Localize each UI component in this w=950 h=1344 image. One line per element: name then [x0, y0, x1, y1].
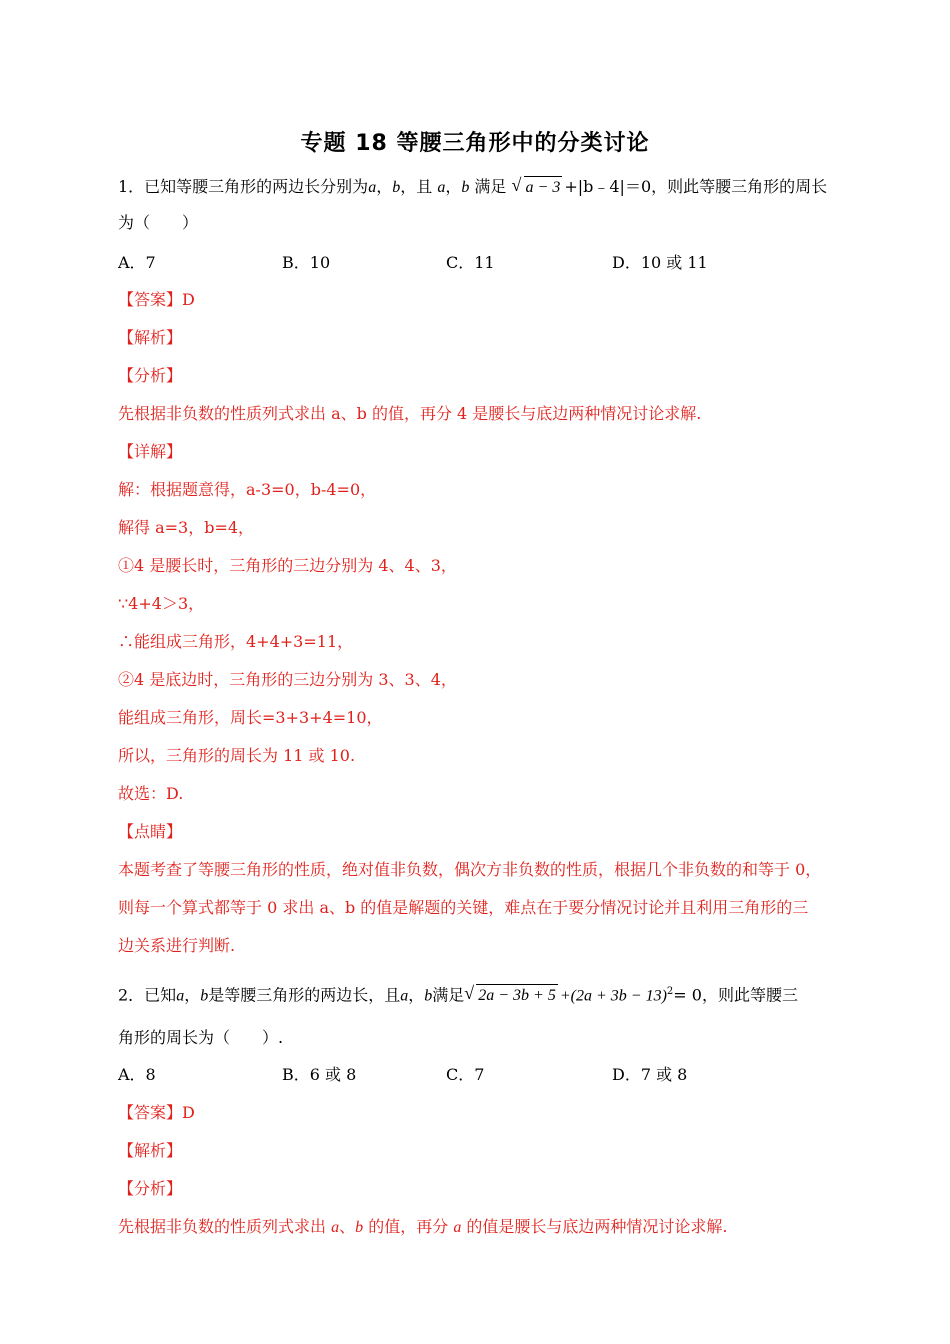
q2-fenxi-var-b: b — [355, 1219, 364, 1236]
q2-fenxi-segment: 的值是腰长与底边两种情况讨论求解. — [466, 1217, 728, 1236]
q2-stem-text: 满足 — [432, 985, 465, 1005]
q2-sqrt-expression — [464, 984, 558, 1007]
q1-var-a: a — [368, 179, 377, 196]
q2-fenxi-segment: 先根据非负数的性质列式求出 — [118, 1217, 327, 1236]
q1-detail-line: 所以，三角形的周长为 11 或 10. — [118, 746, 356, 765]
q2-fenxi-var-a: a — [331, 1219, 340, 1236]
q2-equals-zero: = 0 — [673, 985, 702, 1005]
q2-option-a: A．8 — [118, 1065, 156, 1084]
page-title: 专题 18 等腰三角形中的分类讨论 — [300, 131, 650, 156]
q1-stem-line2: 为（ ） — [118, 213, 199, 232]
answer-value: D — [182, 1103, 195, 1122]
q2-var-a: a — [176, 987, 185, 1005]
q1-option-c: C．11 — [446, 253, 495, 272]
q1-stem-text: 1．已知等腰三角形的两边长分别为 — [118, 177, 369, 196]
q1-var-b: b — [392, 179, 401, 196]
q1-stem-text: 满足 — [474, 177, 507, 196]
q1-option-a: A．7 — [118, 253, 156, 272]
answer-label: 【答案】 — [118, 290, 183, 309]
q2-fenxi-var-a: a — [453, 1219, 462, 1236]
q1-detail-label: 【详解】 — [118, 442, 183, 461]
q2-var-b: b — [200, 987, 209, 1005]
q1-fenxi-label: 【分析】 — [118, 366, 183, 385]
q1-answer — [118, 289, 195, 311]
q2-fenxi-text — [118, 1216, 728, 1239]
q2-var-a: a — [400, 987, 409, 1005]
q2-fenxi-sep: 、 — [339, 1217, 356, 1236]
q1-stem-text: ，且 — [400, 177, 433, 196]
q2-var-b: b — [424, 987, 433, 1005]
q2-stem-text: 是等腰三角形的两边长，且 — [208, 985, 401, 1005]
q2-sqrt-radicand: 2a − 3b + 5 — [476, 984, 558, 1007]
q2-option-d: D．7 或 8 — [612, 1065, 688, 1084]
answer-value: D — [182, 290, 195, 309]
q1-comma: ， — [376, 177, 393, 196]
q2-paren-expression: +(2a + 3b − 13) — [559, 987, 667, 1005]
q1-detail-line: 解：根据题意得，a-3=0，b-4=0， — [118, 480, 377, 499]
q1-comment-line: 本题考查了等腰三角形的性质，绝对值非负数，偶次方非负数的性质，根据几个非负数的和等于 0， — [118, 860, 822, 879]
q1-detail-line: ②4 是底边时，三角形的三边分别为 3、3、4， — [118, 670, 457, 689]
q1-detail-line: 解得 a=3，b=4， — [118, 518, 255, 537]
q1-analysis-label: 【解析】 — [118, 328, 183, 347]
q1-stem-line1 — [118, 176, 827, 199]
q1-comma: ， — [445, 177, 462, 196]
q1-fenxi-text: 先根据非负数的性质列式求出 a、b 的值，再分 4 是腰长与底边两种情况讨论求解. — [118, 404, 702, 423]
q1-var-b: b — [461, 179, 470, 196]
q1-option-b: B．10 — [282, 253, 331, 272]
q1-sqrt-radicand: a − 3 — [524, 176, 563, 199]
q1-detail-line: 故选：D. — [118, 784, 184, 803]
q2-fenxi-segment: 的值，再分 — [368, 1217, 449, 1236]
q1-detail-line: ①4 是腰长时，三角形的三边分别为 4、4、3， — [118, 556, 457, 575]
q2-fenxi-label: 【分析】 — [118, 1179, 183, 1198]
q1-detail-line: ∵4+4＞3， — [118, 594, 205, 613]
q2-comma: ， — [408, 985, 425, 1005]
q2-stem-line1 — [118, 981, 798, 1007]
q1-detail-line: ∴能组成三角形，4+4+3=11， — [118, 632, 354, 651]
q2-stem-text: ，则此等腰三 — [701, 985, 798, 1005]
q2-comma: ， — [184, 985, 201, 1005]
q2-analysis-label: 【解析】 — [118, 1141, 183, 1160]
q1-option-d: D．10 或 11 — [612, 253, 708, 272]
q1-abs-expression: +|b﹣4|＝0，则此等腰三角形的周长 — [564, 177, 828, 196]
q2-option-b: B．6 或 8 — [282, 1065, 357, 1084]
answer-label: 【答案】 — [118, 1103, 183, 1122]
q2-answer — [118, 1102, 195, 1124]
q1-comment-label: 【点睛】 — [118, 822, 183, 841]
q2-stem-line2: 角形的周长为（ ）. — [118, 1028, 284, 1047]
q1-sqrt-expression — [512, 176, 563, 199]
q2-option-c: C．7 — [446, 1065, 485, 1084]
q2-exponent: 2 — [666, 986, 674, 997]
q1-comment-line: 则每一个算式都等于 0 求出 a、b 的值是解题的关键，难点在于要分情况讨论并且利用三角形的三 — [118, 898, 809, 917]
q2-stem-text: 2．已知 — [118, 985, 177, 1005]
q1-comment-line: 边关系进行判断. — [118, 936, 236, 955]
q1-detail-line: 能组成三角形，周长=3+3+4=10， — [118, 708, 383, 727]
q1-var-a: a — [437, 179, 446, 196]
